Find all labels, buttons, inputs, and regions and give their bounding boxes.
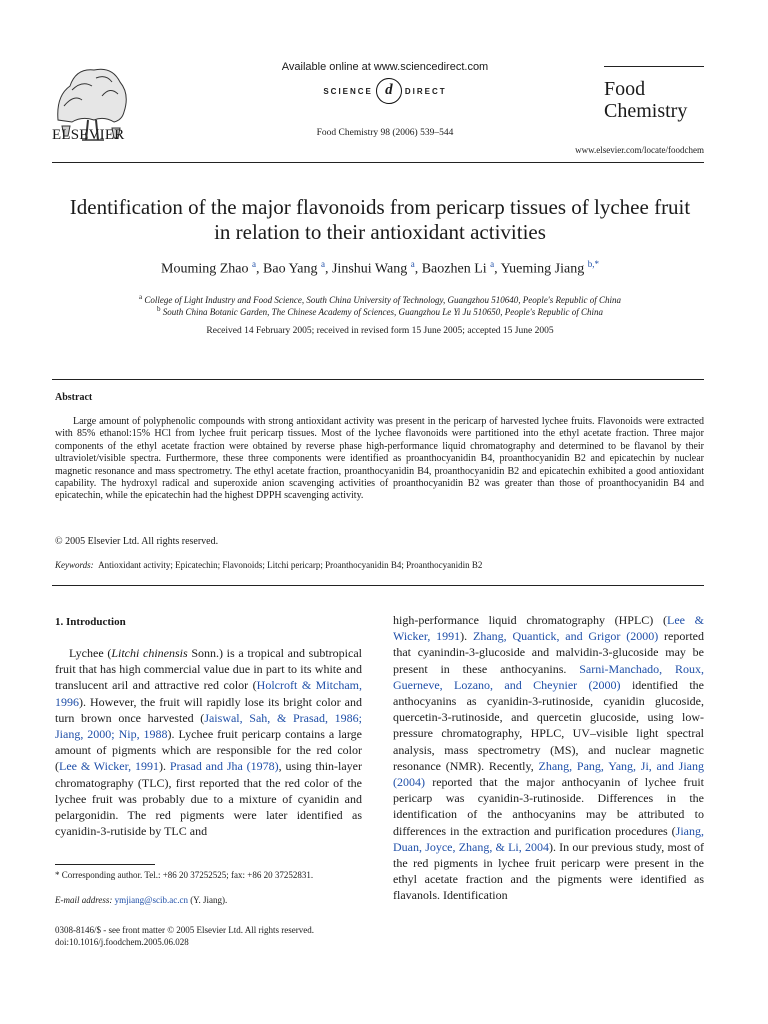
author-name: Bao Yang xyxy=(263,261,321,277)
abstract-body: Large amount of polyphenolic compounds with strong antioxidant activity was present in the pericarp of harvested lychee fruits. Flavonoids were extracted with 85% ethanol:15% HCl from lychee fruit pericarp tissues. Most of the lychee flavonoids were partitioned into the ethyl acetate fraction. Three major components of the ethyl acetate fraction were obtained by reverse phase high-performance liquid chromatography and determined to be flavanol by their ultraviolet/visible spectra. Furthermore, these three components were identified as proanthocyanidin B4, proanthocyanidin B2 and epicatechin by nuclear magnetic resonance and mass spectrometry. The ethyl acetate fraction, proanthocyanidin B4, proanthocyanidin B2 and epicatechin exhibited a good antioxidant capability. The hydroxyl radical and superoxide anion scavenging activities of proanthocyanidin B2 was greater than those of proanthocyanidin B4 and epicatechin, while the epicatechin had the highest DPPH scavenging activity. xyxy=(55,416,704,502)
sd-logo-icon: d xyxy=(376,78,402,104)
journal-name-line2: Chemistry xyxy=(604,100,688,122)
body-text: reported that the major anthocyanin of lychee fruit pericarp was cyanidin-3-rutinoside. Differences in the identification of the anthocyanins may be attributed to differences in the extraction and purification procedures ( xyxy=(393,775,704,838)
abstract-copyright: © 2005 Elsevier Ltd. All rights reserved. xyxy=(55,536,219,547)
email-label: E-mail address: xyxy=(55,895,113,905)
sd-logo-left-text: SCIENCE xyxy=(323,86,373,96)
citation-link[interactable]: Sarni-Manchado, Roux, Guerneve, Lozano, and Cheynier (2000) xyxy=(393,661,704,692)
body-text: Lychee ( xyxy=(69,646,112,660)
citation-link[interactable]: Jaiswal, Sah, & Prasad, 1986; Jiang, 2000; Nip, 1988 xyxy=(55,710,362,742)
citation-link[interactable]: Lee & Wicker, 1991 xyxy=(59,759,159,774)
body-text: ). In our previous study, most of the red pigments in lychee fruit pericarp were present in the ethyl acetate fraction and the pigments were identified as flavanols. Identification xyxy=(393,839,705,903)
affiliation-mark: b xyxy=(157,305,161,313)
affiliation-text: South China Botanic Garden, The Chinese Academy of Sciences, Guangzhou Le Yi Ju 510650, People's Republic of China xyxy=(162,307,603,317)
body-text: ). Lychee fruit pericarp contains a large amount of pigments which are responsible for the red color ( xyxy=(55,727,362,774)
front-matter-doi: doi:10.1016/j.foodchem.2005.06.028 xyxy=(55,937,189,947)
email-footnote xyxy=(55,895,362,905)
sd-logo-right-text: DIRECT xyxy=(404,86,447,96)
author-name: Jinshui Wang xyxy=(331,261,411,277)
keywords-label: Keywords: xyxy=(55,560,94,570)
citation-link[interactable]: Jiang, Duan, Joyce, Zhang, & Li, 2004 xyxy=(393,823,704,854)
author-affiliation-mark[interactable]: a xyxy=(320,259,325,269)
author-name: Yueming Jiang xyxy=(500,261,588,277)
author-affiliation-mark[interactable]: b,* xyxy=(587,259,599,269)
body-text: ). xyxy=(460,629,473,644)
publisher-name: ELSEVIER xyxy=(52,127,125,143)
body-text: , using thin-layer chromatography (TLC), first reported that the red color of the lychee fruit was probably due to a mixture of cyanidin and pelargonidin. The red pigments were later identified as cyanidin-3-rutiside by TLC and xyxy=(55,759,363,839)
footnote-rule xyxy=(55,864,155,865)
journal-name-line1: Food xyxy=(604,78,646,100)
body-column-left xyxy=(55,645,362,839)
abstract-rule-top xyxy=(52,379,704,380)
body-text: identified the anthocyanins as cyanidin-3-rutinoside, cyanidin glucoside, quercetin-3-rutinoside, and quercetin glucoside, using low-pressure chromatography, HPLC, UV–visible light spectral analysis, mass spectrometry (MS), and nuclear magnetic resonance (NMR). Recently, xyxy=(393,677,704,773)
keywords xyxy=(55,560,704,570)
author-name: Baozhen Li xyxy=(421,261,491,277)
front-matter-rights: 0308-8146/$ - see front matter © 2005 Elsevier Ltd. All rights reserved. xyxy=(55,925,315,935)
citation-link[interactable]: Zhang, Quantick, and Grigor (2000) xyxy=(472,629,659,644)
author-list: Mouming Zhao $^a$, Bao Yang $^a$, Jinshui Wang $^a$, Baozhen Li $^a$, Yueming Jiang $^{b,*}$ xyxy=(161,259,599,277)
affiliation-b xyxy=(60,305,700,317)
keywords-list: Antioxidant activity; Epicatechin; Flavonoids; Litchi pericarp; Proanthocyanidin B4; Proanthocyanidin B2 xyxy=(98,560,483,570)
affiliation-mark: a xyxy=(139,293,143,301)
affiliation-a xyxy=(60,293,700,305)
body-text: reported that cyanindin-3-glucoside and malvidin-3-glucoside may be present in these anthocyanins. xyxy=(393,629,704,676)
citation-link[interactable]: Holcroft & Mitcham, 1996 xyxy=(55,678,362,709)
section-heading-introduction: 1. Introduction xyxy=(55,616,126,628)
body-text: Sonn.) is a tropical and subtropical fruit that has high commercial value due in part to its white and translucent aril and attractive red color ( xyxy=(55,646,362,693)
received-dates: Received 14 February 2005; received in revised form 15 June 2005; accepted 15 June 2005 xyxy=(206,326,554,336)
journal-name xyxy=(604,78,714,122)
email-link[interactable]: ymjiang@scib.ac.cn xyxy=(114,895,188,905)
abstract-rule-bottom xyxy=(52,585,704,586)
author-affiliation-mark[interactable]: a xyxy=(410,259,415,269)
article-title: Identification of the major flavonoids from pericarp tissues of lychee fruit in relation to their antioxidant activities xyxy=(69,195,691,244)
italic-text: Litchi chinensis xyxy=(111,646,188,660)
body-text: high-performance liquid chromatography (HPLC) ( xyxy=(393,613,667,627)
citation-link[interactable]: Lee & Wicker, 1991 xyxy=(393,613,704,644)
citation-link[interactable]: Prasad and Jha (1978) xyxy=(169,759,279,774)
corresponding-author-footnote: * Corresponding author. Tel.: +86 20 37252525; fax: +86 20 37252831. xyxy=(55,870,314,880)
available-online-text[interactable]: Available online at www.sciencedirect.com xyxy=(281,61,489,73)
header-rule xyxy=(52,162,704,163)
body-column-right xyxy=(393,612,704,904)
journal-citation: Food Chemistry 98 (2006) 539–544 xyxy=(316,128,454,138)
author-name: Mouming Zhao xyxy=(161,261,253,277)
journal-rule xyxy=(604,66,704,67)
sciencedirect-logo xyxy=(280,78,490,104)
author-affiliation-mark[interactable]: a xyxy=(490,259,495,269)
abstract-heading: Abstract xyxy=(55,392,93,403)
front-matter xyxy=(55,924,385,948)
body-text: ). However, the fruit will rapidly lose its bright color and turn brown once harvested ( xyxy=(55,694,362,725)
affiliation-text: College of Light Industry and Food Science, South China University of Technology, Guangzhou 510640, People's Republic of China xyxy=(144,295,621,305)
body-text: ). xyxy=(158,759,170,774)
journal-url[interactable]: www.elsevier.com/locate/foodchem xyxy=(575,145,704,155)
author-affiliation-mark[interactable]: a xyxy=(252,259,257,269)
email-suffix: (Y. Jiang). xyxy=(187,895,228,905)
citation-link[interactable]: Zhang, Pang, Yang, Ji, and Jiang (2004) xyxy=(393,758,704,790)
